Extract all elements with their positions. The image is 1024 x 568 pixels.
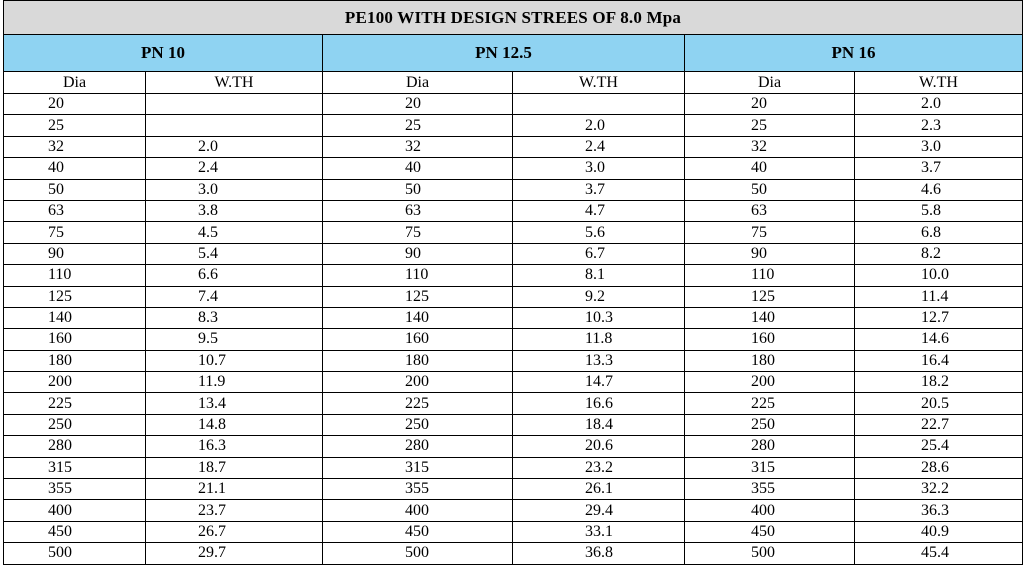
pn10-wth-cell: 4.5: [146, 222, 323, 243]
pn10-dia-cell: 32: [4, 136, 146, 157]
pn12-5-dia-cell: 450: [323, 521, 513, 542]
pn10-wth-cell: 7.4: [146, 286, 323, 307]
pn16-dia-cell: 225: [685, 393, 855, 414]
table-row: [4, 393, 1023, 414]
column-header-wth: W.TH: [146, 72, 323, 94]
table-row: [4, 436, 1023, 457]
pn16-wth-cell: 14.6: [855, 329, 1023, 350]
column-header-dia: Dia: [685, 72, 855, 94]
pn12-5-dia-cell: 63: [323, 200, 513, 221]
pn12-5-wth-cell: 10.3: [513, 307, 685, 328]
pn12-5-dia-cell: 90: [323, 243, 513, 264]
pn10-dia-cell: 20: [4, 94, 146, 115]
pn12-5-dia-cell: 280: [323, 436, 513, 457]
pn16-wth-cell: 22.7: [855, 414, 1023, 435]
pn16-dia-cell: 200: [685, 372, 855, 393]
pn10-dia-cell: 355: [4, 479, 146, 500]
pn12-5-wth-cell: 3.0: [513, 158, 685, 179]
pn10-wth-cell: 2.0: [146, 136, 323, 157]
table-row: [4, 350, 1023, 371]
table-title: PE100 WITH DESIGN STREES OF 8.0 Mpa: [4, 1, 1023, 35]
pn16-wth-cell: 5.8: [855, 200, 1023, 221]
pn10-dia-cell: 280: [4, 436, 146, 457]
pn10-wth-cell: 6.6: [146, 265, 323, 286]
pn10-wth-cell: 13.4: [146, 393, 323, 414]
pn12-5-dia-cell: 355: [323, 479, 513, 500]
pn16-dia-cell: 500: [685, 543, 855, 564]
pn16-dia-cell: 125: [685, 286, 855, 307]
group-header-row: [4, 35, 1023, 72]
pn10-dia-cell: 315: [4, 457, 146, 478]
pn10-wth-cell: 23.7: [146, 500, 323, 521]
pn12-5-wth-cell: 14.7: [513, 372, 685, 393]
pn10-wth-cell: 11.9: [146, 372, 323, 393]
pn16-wth-cell: 10.0: [855, 265, 1023, 286]
pn10-dia-cell: 75: [4, 222, 146, 243]
pn16-wth-cell: 32.2: [855, 479, 1023, 500]
pn10-dia-cell: 250: [4, 414, 146, 435]
pn12-5-dia-cell: 200: [323, 372, 513, 393]
table-row: [4, 265, 1023, 286]
pn10-dia-cell: 125: [4, 286, 146, 307]
pn16-dia-cell: 32: [685, 136, 855, 157]
pn12-5-dia-cell: 40: [323, 158, 513, 179]
pn16-wth-cell: 2.0: [855, 94, 1023, 115]
pn12-5-dia-cell: 50: [323, 179, 513, 200]
pn16-dia-cell: 50: [685, 179, 855, 200]
pn12-5-dia-cell: 75: [323, 222, 513, 243]
pn12-5-dia-cell: 140: [323, 307, 513, 328]
table-row: [4, 222, 1023, 243]
pn12-5-dia-cell: 110: [323, 265, 513, 286]
pn12-5-dia-cell: 20: [323, 94, 513, 115]
group-header-pn16: PN 16: [685, 35, 1023, 72]
pn16-wth-cell: 36.3: [855, 500, 1023, 521]
pn16-wth-cell: 25.4: [855, 436, 1023, 457]
pn12-5-wth-cell: [513, 94, 685, 115]
pn12-5-dia-cell: 315: [323, 457, 513, 478]
table-row: [4, 136, 1023, 157]
pn12-5-wth-cell: 13.3: [513, 350, 685, 371]
pn10-dia-cell: 500: [4, 543, 146, 564]
pn12-5-wth-cell: 6.7: [513, 243, 685, 264]
pn10-wth-cell: 8.3: [146, 307, 323, 328]
table-row: [4, 372, 1023, 393]
column-header-wth: W.TH: [855, 72, 1023, 94]
column-header-dia: Dia: [4, 72, 146, 94]
pn16-wth-cell: 3.0: [855, 136, 1023, 157]
pn12-5-dia-cell: 160: [323, 329, 513, 350]
pn10-wth-cell: 29.7: [146, 543, 323, 564]
pn16-wth-cell: 6.8: [855, 222, 1023, 243]
pn10-dia-cell: 225: [4, 393, 146, 414]
pn16-wth-cell: 3.7: [855, 158, 1023, 179]
pn10-wth-cell: 9.5: [146, 329, 323, 350]
title-row: [4, 1, 1023, 35]
table-row: [4, 286, 1023, 307]
pn10-wth-cell: [146, 115, 323, 136]
pn10-dia-cell: 180: [4, 350, 146, 371]
pn16-dia-cell: 140: [685, 307, 855, 328]
pn12-5-wth-cell: 9.2: [513, 286, 685, 307]
table-row: [4, 329, 1023, 350]
table-row: [4, 307, 1023, 328]
pn10-dia-cell: 90: [4, 243, 146, 264]
pn12-5-dia-cell: 500: [323, 543, 513, 564]
pn10-wth-cell: 10.7: [146, 350, 323, 371]
pn12-5-dia-cell: 250: [323, 414, 513, 435]
pn10-dia-cell: 160: [4, 329, 146, 350]
pn16-dia-cell: 400: [685, 500, 855, 521]
pipe-spec-table-container: [3, 0, 1022, 565]
pn12-5-dia-cell: 25: [323, 115, 513, 136]
pn10-wth-cell: 26.7: [146, 521, 323, 542]
group-header-pn12-5: PN 12.5: [323, 35, 685, 72]
pn16-dia-cell: 315: [685, 457, 855, 478]
pn10-wth-cell: 2.4: [146, 158, 323, 179]
pn10-wth-cell: 16.3: [146, 436, 323, 457]
column-header-row: [4, 72, 1023, 94]
pn12-5-dia-cell: 400: [323, 500, 513, 521]
table-row: [4, 500, 1023, 521]
pn12-5-wth-cell: 23.2: [513, 457, 685, 478]
pipe-spec-table: [3, 0, 1023, 565]
pn10-dia-cell: 140: [4, 307, 146, 328]
pn16-dia-cell: 280: [685, 436, 855, 457]
pn10-dia-cell: 63: [4, 200, 146, 221]
pn12-5-dia-cell: 180: [323, 350, 513, 371]
pn12-5-dia-cell: 225: [323, 393, 513, 414]
pn10-wth-cell: 14.8: [146, 414, 323, 435]
pn16-wth-cell: 28.6: [855, 457, 1023, 478]
table-row: [4, 521, 1023, 542]
table-row: [4, 115, 1023, 136]
pn16-dia-cell: 40: [685, 158, 855, 179]
pn16-dia-cell: 160: [685, 329, 855, 350]
pn10-dia-cell: 50: [4, 179, 146, 200]
pn12-5-wth-cell: 11.8: [513, 329, 685, 350]
pn10-dia-cell: 200: [4, 372, 146, 393]
pn16-dia-cell: 250: [685, 414, 855, 435]
pn10-wth-cell: 3.0: [146, 179, 323, 200]
table-row: [4, 243, 1023, 264]
pn12-5-wth-cell: 4.7: [513, 200, 685, 221]
table-row: [4, 479, 1023, 500]
pn16-dia-cell: 25: [685, 115, 855, 136]
column-header-dia: Dia: [323, 72, 513, 94]
column-header-wth: W.TH: [513, 72, 685, 94]
pn12-5-wth-cell: 18.4: [513, 414, 685, 435]
pn12-5-wth-cell: 36.8: [513, 543, 685, 564]
pn12-5-dia-cell: 125: [323, 286, 513, 307]
pn16-wth-cell: 16.4: [855, 350, 1023, 371]
pn16-wth-cell: 8.2: [855, 243, 1023, 264]
pn10-wth-cell: 3.8: [146, 200, 323, 221]
pn10-dia-cell: 110: [4, 265, 146, 286]
pn16-dia-cell: 63: [685, 200, 855, 221]
pn10-dia-cell: 40: [4, 158, 146, 179]
pn12-5-wth-cell: 33.1: [513, 521, 685, 542]
pn16-dia-cell: 180: [685, 350, 855, 371]
pn16-wth-cell: 4.6: [855, 179, 1023, 200]
pn12-5-wth-cell: 2.0: [513, 115, 685, 136]
pn10-dia-cell: 450: [4, 521, 146, 542]
table-body: [4, 94, 1023, 565]
pn10-wth-cell: 5.4: [146, 243, 323, 264]
pn12-5-wth-cell: 29.4: [513, 500, 685, 521]
pn16-wth-cell: 2.3: [855, 115, 1023, 136]
group-header-pn10: PN 10: [4, 35, 323, 72]
pn16-dia-cell: 20: [685, 94, 855, 115]
pn16-dia-cell: 110: [685, 265, 855, 286]
pn12-5-wth-cell: 2.4: [513, 136, 685, 157]
pn16-wth-cell: 45.4: [855, 543, 1023, 564]
pn10-dia-cell: 25: [4, 115, 146, 136]
table-row: [4, 200, 1023, 221]
pn16-wth-cell: 11.4: [855, 286, 1023, 307]
pn16-dia-cell: 450: [685, 521, 855, 542]
pn12-5-dia-cell: 32: [323, 136, 513, 157]
pn10-wth-cell: 18.7: [146, 457, 323, 478]
pn10-dia-cell: 400: [4, 500, 146, 521]
pn16-wth-cell: 40.9: [855, 521, 1023, 542]
table-row: [4, 179, 1023, 200]
table-row: [4, 457, 1023, 478]
pn12-5-wth-cell: 5.6: [513, 222, 685, 243]
pn12-5-wth-cell: 3.7: [513, 179, 685, 200]
pn16-wth-cell: 20.5: [855, 393, 1023, 414]
pn12-5-wth-cell: 16.6: [513, 393, 685, 414]
table-row: [4, 543, 1023, 564]
table-row: [4, 414, 1023, 435]
pn12-5-wth-cell: 26.1: [513, 479, 685, 500]
table-row: [4, 94, 1023, 115]
table-row: [4, 158, 1023, 179]
pn16-dia-cell: 355: [685, 479, 855, 500]
pn10-wth-cell: 21.1: [146, 479, 323, 500]
pn16-wth-cell: 12.7: [855, 307, 1023, 328]
pn10-wth-cell: [146, 94, 323, 115]
pn12-5-wth-cell: 8.1: [513, 265, 685, 286]
pn16-dia-cell: 75: [685, 222, 855, 243]
pn16-dia-cell: 90: [685, 243, 855, 264]
pn12-5-wth-cell: 20.6: [513, 436, 685, 457]
pn16-wth-cell: 18.2: [855, 372, 1023, 393]
